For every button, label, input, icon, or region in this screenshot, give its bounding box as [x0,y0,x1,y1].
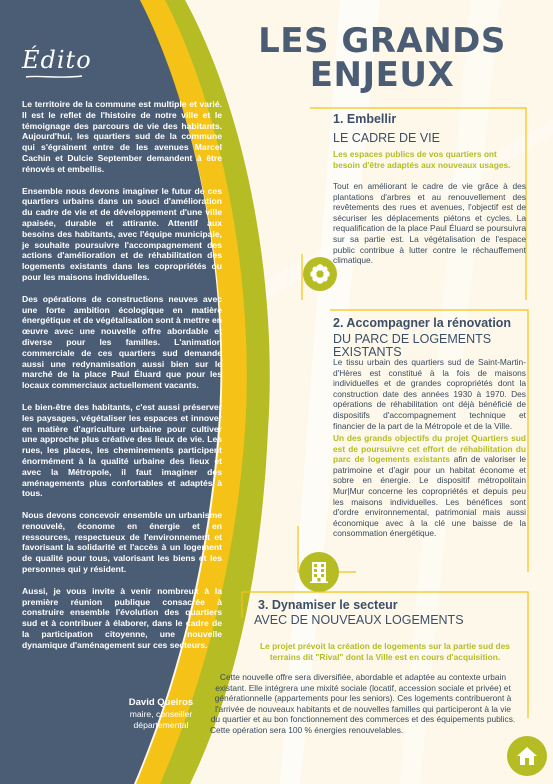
section3-body-paragraph: Cette nouvelle offre sera diversifiée, abordable et adaptée au contexte urbain existant. Elle intégrera une mixité sociale (locatif, accession sociale et privée) et générationnelle (appartements pour les seniors). Ces logements contribueront à l'arrivée de nouveaux habitants et de nouvelles familles qui participeront à la vie du quartier et au bon fonctionnement des commerces et des équipements publics. [210,672,516,725]
edito-paragraph-4: Le bien-être des habitants, c'est aussi préserver les paysages, végétaliser les espaces et innover en matière d'agriculture urbaine pour cultiver une approche plus créative des lieux de vie. Les rues, les places, les cheminements participent énormément à la qualité urbaine des lieux et avec la Métropole, il faut imaginer des aménagements plus confortables et adaptés à tous. [22,401,222,499]
section1-body: Tout en améliorant le cadre de vie grâce à des plantations d'arbres et au renouvellement des revêtements des rues et avenues, l'objectif est de sécuriser les déplacements piétons et cycles. La requalification de la place Paul Éluard se poursuivra sur sa partie est. La végétalisation de l'espace public contribue à lutter contre le réchauffement climatique. [333,181,526,266]
title-line-1: LES GRANDS [258,21,506,61]
title-line-2: ENJEUX [309,55,455,95]
section3-accent: Le projet prévoit la création de logements sur la partie sud des terrains dit "Rival" dont la Ville est en cours d'acquisition. [260,641,510,662]
edito-paragraph-6: Aussi, je vous invite à venir nombreux à la première réunion publique consacrée à construire ensemble l'évolution des quartiers sud et à contribuer à élaborer, dans le cadre de la participation citoyenne, une nouvelle dynamique d'aménagement sur ces secteurs. [22,585,222,650]
section3-body [210,672,516,736]
edito-paragraph-1: Le territoire de la commune est multiple et varié. Il est le reflet de l'histoire de notre ville et le témoignage des parcours de vie des habitants. Aujourd'hui, les quartiers sud de la commune qui s'égrainent entre de les avenues Marcel Cachin et Dulcie September demandent à être rénovés et embellis. [22,99,222,174]
edito-paragraph-5: Nous devons concevoir ensemble un urbanisme renouvelé, économe en énergie et en ressources, respectueux de l'environnement et favorisant la solidarité et l'accès à un logement de qualité pour tous, valorisant les biens et les personnes qui y résident. [22,510,222,575]
signature-role-line-1: maire, conseiller [129,709,193,719]
building-icon [299,552,339,592]
signature-role [106,709,216,731]
house-icon [507,736,547,776]
flower-icon [303,257,337,291]
section2-subtitle-2: EXISTANTS [333,345,402,359]
edito-paragraph-2: Ensemble nous devons imaginer le futur de ces quartiers urbains dans un souci d'amélioration du cadre de vie et de développement d'une ville apaisée, durable et attirante. Attentif aux besoins des habitants, avec l'équipe municipale, je souhaite poursuivre l'accompagnement des actions d'amélioration et de réhabilitation des logements existants dans les copropriétés ou pour les maisons individuelles. [22,185,222,282]
section2-body: Le tissu urbain des quartiers sud de Saint-Martin-d'Hères est constitué à la fois de maisons individuelles et de grandes copropriétés dont la construction date des années 1930 à 1970. Des opérations de réhabilitation ont déjà bénéficié de dispositifs d'accompagnement technique et financier de la part de la Métropole et de la Ville. [333,357,526,431]
section2-accent: Un des grands objectifs du projet Quartiers sud est de poursuivre cet effort de réhabilitation du parc de logements existants [333,433,526,465]
edito-paragraph-3: Des opérations de constructions neuves avec une forte ambition écologique en matière énergétique et de végétalisation sont à mettre en œuvre avec une nouvelle offre abordable et diverse pour les familles. L'animation commerciale de ces quartiers sud demande aussi une redynamisation aussi bien sur le marché de la place Paul Éluard que pour les locaux commerciaux actuellement vacants. [22,293,222,391]
section2-subtitle-1: DU PARC DE LOGEMENTS [333,332,492,346]
edito-underline [24,74,84,80]
signature-name: David Queiros [128,697,194,708]
section1 [333,112,523,170]
section2 [333,316,525,359]
section1-subtitle: LE CADRE DE VIE [333,131,440,145]
section1-title: 1. Embellir [333,112,397,126]
section3 [254,598,528,627]
section3-title: 3. Dynamiser le secteur [258,598,398,612]
section3-subtitle: AVEC DE NOUVEAUX LOGEMENTS [254,613,464,627]
section2-body-2 [333,433,526,539]
edito-logo: Édito [22,46,92,74]
edito-text [22,99,222,662]
signature-role-line-2: départemental [133,720,189,730]
section2-body-continued: afin de valoriser le patrimoine et d'agir pour un habitat économe et sobre en énergie. Le dispositif métropolitain Mur|Mur concerne les copropriétés et depuis peu les maisons individuelles. Les bénéfices sont d'ordre environnemental, patrimonial mais aussi économique avec à la clé une baisse de la consommation énergétique. [333,454,526,539]
section3-body-last: Cette opération sera 100 % énergies renouvelables. [210,724,404,735]
section2-title: 2. Accompagner la rénovation [333,316,512,330]
section1-accent: Les espaces publics de vos quartiers ont besoin d'être adaptés aux nouveaux usages. [333,149,511,170]
page-title [232,21,532,95]
